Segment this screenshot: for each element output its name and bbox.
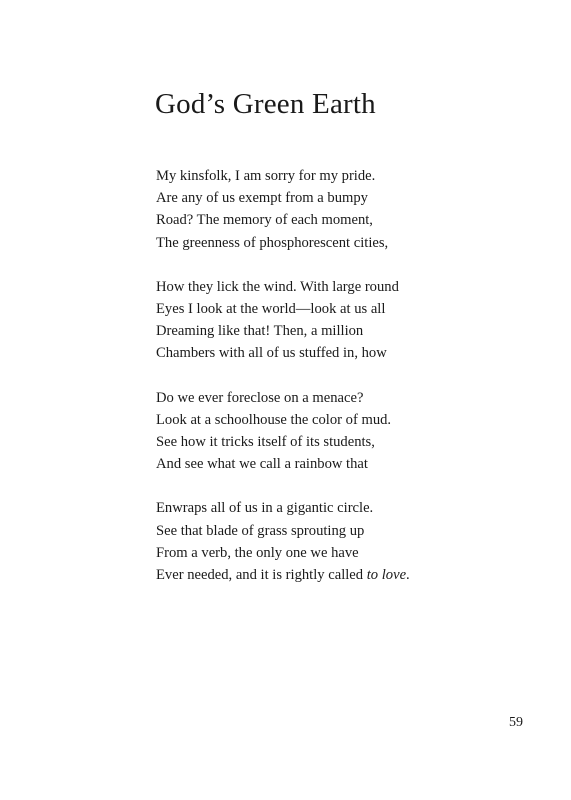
poem-line: Look at a schoolhouse the color of mud.	[156, 411, 392, 428]
poem-line: From a verb, the only one we have	[156, 544, 359, 561]
poem-line: Dreaming like that! Then, a million	[156, 323, 364, 340]
poem-line: How they lick the wind. With large round	[156, 278, 399, 295]
final-line-punctuation: .	[406, 567, 410, 584]
poem-line: See how it tricks itself of its students,	[156, 434, 375, 451]
poem-line: And see what we call a rainbow that	[156, 456, 368, 473]
poem-line: Road? The memory of each moment,	[156, 212, 373, 229]
poem-line: See that blade of grass sprouting up	[156, 522, 365, 539]
page-number: 59	[509, 715, 523, 730]
stanza-4	[156, 497, 536, 586]
poem-line: Are any of us exempt from a bumpy	[156, 190, 368, 207]
poem-line: The greenness of phosphorescent cities,	[156, 234, 389, 251]
poem-line-final	[156, 564, 536, 586]
poem-line: Chambers with all of us stuffed in, how	[156, 345, 387, 362]
poem-line: Eyes I look at the world—look at us all	[156, 301, 386, 318]
poem-body	[156, 165, 536, 608]
poem-line: My kinsfolk, I am sorry for my pride.	[156, 168, 376, 184]
final-line-text: Ever needed, and it is rightly called	[156, 567, 367, 584]
stanza-1	[156, 165, 536, 254]
poem-line: Do we ever foreclose on a menace?	[156, 389, 364, 406]
poem-line: Enwraps all of us in a gigantic circle.	[156, 500, 374, 517]
stanza-2	[156, 276, 536, 365]
stanza-3	[156, 387, 536, 476]
poem-title: God’s Green Earth	[155, 88, 376, 120]
final-line-italic: to love	[366, 567, 407, 584]
